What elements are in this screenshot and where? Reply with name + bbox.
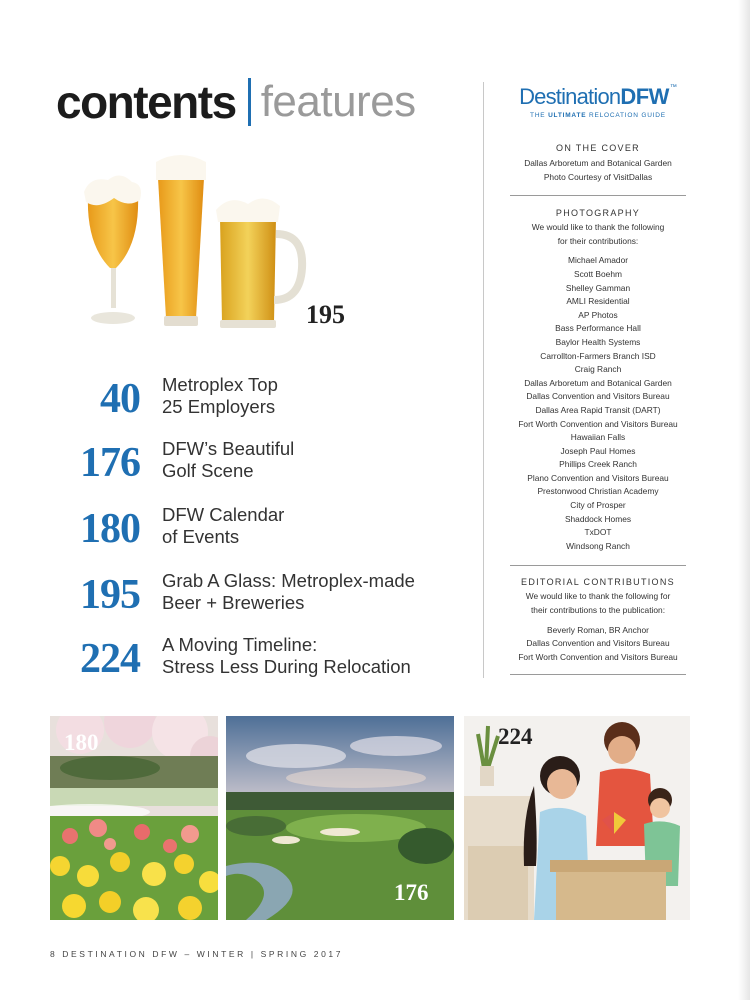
feature-page-number: 180 [80,506,140,552]
photo-page-number: 176 [394,880,429,905]
feature-item[interactable] [60,372,460,426]
page-heading [56,72,416,132]
credit-line: Baylor Health Systems [555,336,641,347]
credit-line: Phillips Creek Ranch [559,459,637,470]
credit-line: Beverly Roman, BR Anchor [547,624,649,635]
page-footer: 8 DESTINATION DFW – WINTER | SPRING 2017 [50,949,344,959]
destination-dfw-logo [506,84,690,119]
column-divider [483,82,484,678]
credit-line: Joseph Paul Homes [560,445,636,456]
page-edge-shadow [738,0,750,1000]
photo-page-number: 224 [498,724,533,749]
photo-page-number: 180 [64,730,99,755]
credit-line: Dallas Convention and Visitors Bureau [526,638,670,649]
feature-page-number: 195 [80,572,140,618]
photography-heading: PHOTOGRAPHY [555,208,641,219]
credit-line: Prestonwood Christian Academy [537,486,659,497]
logo-tagline: THE ULTIMATE RELOCATION GUIDE [530,112,666,119]
beer-glasses-image [80,148,310,334]
on-the-cover-text: Dallas Arboretum and Botanical Garden Photo Courtesy of VisitDallas [524,158,672,182]
credit-line: Carrollton-Farmers Branch ISD [540,350,656,361]
heading-divider [248,78,251,126]
credit-line: Shelley Gamman [565,282,631,293]
garden-photo [50,716,218,920]
credit-line: Hawaiian Falls [570,432,626,443]
credit-line: Dallas Arboretum and Botanical Garden [524,377,672,388]
feature-item[interactable] [60,436,460,490]
credit-line: Bass Performance Hall [555,323,641,334]
credit-line: AP Photos [578,309,618,320]
feature-page-number: 224 [80,636,140,682]
credit-line: Scott Boehm [574,268,622,279]
beer-page-number: 195 [306,300,345,329]
credit-line: AMLI Residential [566,296,630,307]
logo-dfw: DFW [620,84,669,109]
on-the-cover-heading: ON THE COVER [556,143,640,153]
editorial-credits [506,624,690,665]
editorial-intro: We would like to thank the following for their contributions to the publication: [525,591,671,616]
photography-intro: We would like to thank the following for their contributions: [531,222,665,246]
credit-line: Fort Worth Convention and Visitors Bureau [518,418,678,429]
feature-title: Grab A Glass: Metroplex-made Beer + Breweries [162,570,415,613]
credit-line: Fort Worth Convention and Visitors Bureau [518,651,678,662]
credit-line: Windsong Ranch [566,540,630,551]
section-rule [510,674,686,675]
credit-line: Shaddock Homes [564,513,632,524]
credit-line: City of Prosper [570,500,626,511]
masthead-sidebar [506,84,690,675]
feature-title: DFW’s Beautiful Golf Scene [162,438,295,481]
heading-features: features [260,77,416,126]
credit-line: Craig Ranch [574,364,622,375]
logo-destination: Destination [519,84,621,109]
feature-page-number: 40 [100,376,140,422]
credit-line: Dallas Convention and Visitors Bureau [526,391,670,402]
heading-contents: contents [56,76,236,128]
logo-trademark: ™ [669,84,677,91]
credit-line: Michael Amador [567,255,629,266]
editorial-heading: EDITORIAL CONTRIBUTIONS [521,577,675,588]
credit-line: Plano Convention and Visitors Bureau [527,472,669,483]
photography-credits [506,254,690,553]
golf-course-photo [226,716,454,920]
credit-line: Dallas Area Rapid Transit (DART) [535,404,661,415]
feature-item[interactable] [60,502,460,556]
feature-title: DFW Calendar of Events [162,504,285,547]
credit-line: TxDOT [584,527,612,538]
feature-item[interactable] [60,632,460,686]
feature-title: Metroplex Top 25 Employers [162,374,278,417]
moving-family-photo [464,716,690,920]
feature-page-number: 176 [80,440,140,486]
feature-title: A Moving Timeline: Stress Less During Relocation [162,634,411,677]
feature-item[interactable] [60,568,460,622]
